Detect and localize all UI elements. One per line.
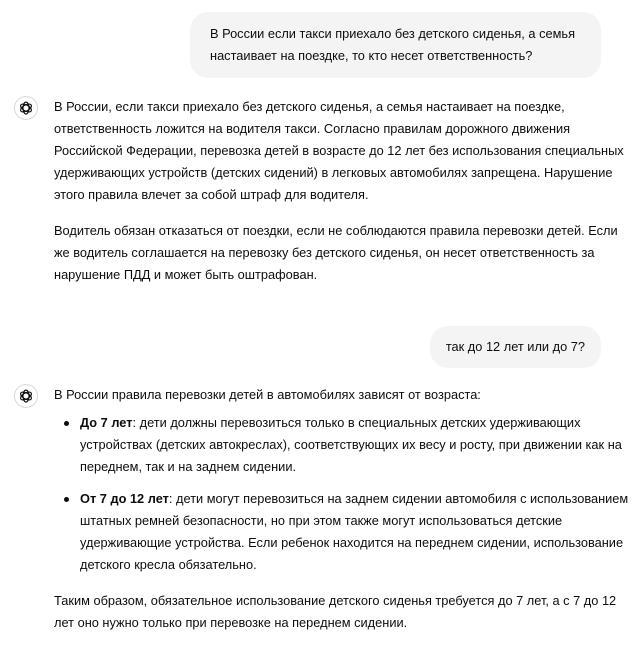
openai-logo-icon	[17, 387, 35, 405]
bullet-dot	[64, 497, 69, 502]
text-line: удерживающих устройств (детских сидений) в легковых автомобилях запрещена. Нарушение	[54, 165, 613, 180]
text-line: удерживающие устройства. Если ребенок находится на переднем сидении, использование	[80, 535, 624, 550]
text-line: штатных ремней безопасности, но при этом также могут использоваться детские	[80, 513, 563, 528]
text-line: этого правила влечет за собой штраф для водителя.	[54, 187, 369, 202]
assistant-avatar	[14, 96, 38, 120]
assistant-paragraph	[54, 590, 617, 634]
text-line: Таким образом, обязательное использование детского сиденья требуется до 7 лет, а с 7 до 12	[54, 593, 617, 608]
bold-term: От 7 до 12 лет	[80, 491, 169, 506]
text-line	[80, 412, 610, 434]
message-line: так до 12 лет или до 7?	[445, 339, 585, 354]
text-line: устройствах (детских автокреслах), соответствующих их весу и росту, при движении как на	[80, 437, 622, 452]
text-line: Российской Федерации, перевозка детей в возрасте до 12 лет без использования специальных	[54, 143, 624, 158]
bullet-list	[54, 412, 629, 576]
assistant-paragraph	[54, 96, 624, 206]
message-line: В России если такси приехало без детского сиденья, а семья	[210, 26, 576, 41]
openai-logo-icon	[17, 99, 35, 117]
text-line: ответственность ложится на водителя такси. Согласно правилам дорожного движения	[54, 121, 571, 136]
text-line: лет оно нужно только при перевозке на переднем сидении.	[54, 615, 408, 630]
list-item	[54, 488, 629, 576]
text-line: нарушение ПДД и может быть оштрафован.	[54, 267, 318, 282]
assistant-avatar	[14, 384, 38, 408]
text-line: же водитель соглашается на перевозку без детского сиденья, он несет ответственность за	[54, 245, 595, 260]
user-message-bubble	[190, 12, 601, 78]
assistant-message	[54, 96, 624, 300]
user-message-bubble	[430, 326, 601, 368]
assistant-message	[54, 384, 629, 648]
text-line: В России, если такси приехало без детского сиденья, а семья настаивает на поездке,	[54, 99, 565, 114]
message-line: настаивает на поездке, то кто несет ответственность?	[210, 48, 533, 63]
list-item	[54, 412, 622, 478]
text-line: В России правила перевозки детей в автомобилях зависят от возраста:	[54, 387, 481, 402]
text-span: : дети должны перевозиться только в специальных детских удерживающих	[132, 415, 581, 430]
bullet-dot	[64, 421, 69, 426]
text-span: : дети могут перевозиться на заднем сидении автомобиля с использованием	[168, 491, 629, 506]
text-line: Водитель обязан отказаться от поездки, если не соблюдаются правила перевозки детей. Если	[54, 223, 618, 238]
assistant-paragraph	[54, 220, 618, 286]
text-line	[80, 488, 629, 510]
bold-term: До 7 лет	[80, 415, 133, 430]
assistant-paragraph	[54, 384, 610, 406]
text-line: переднем, так и на заднем сидении.	[80, 459, 297, 474]
text-line: детского кресла обязательно.	[80, 557, 257, 572]
